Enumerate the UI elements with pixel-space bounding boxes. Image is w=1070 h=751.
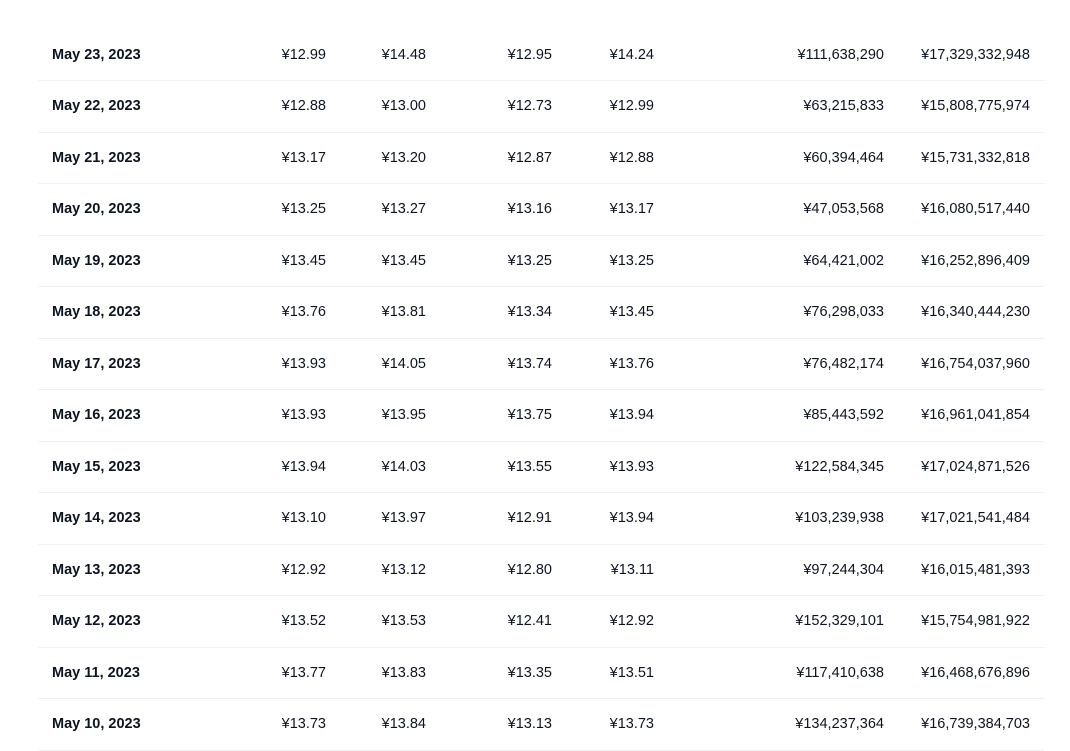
- low-price-cell: ¥13.16: [507, 201, 552, 218]
- table-row: [38, 596, 1044, 648]
- close-price-cell: ¥13.73: [609, 716, 654, 733]
- date-cell: May 10, 2023: [52, 716, 141, 733]
- open-price-cell: ¥13.52: [281, 613, 326, 630]
- volume-cell: ¥122,584,345: [795, 458, 884, 475]
- market-cap-cell: ¥16,739,384,703: [921, 716, 1030, 733]
- historical-data-table: [38, 29, 1044, 751]
- date-cell: May 22, 2023: [52, 98, 141, 115]
- low-price-cell: ¥13.13: [507, 716, 552, 733]
- low-price-cell: ¥13.55: [507, 458, 552, 475]
- open-price-cell: ¥12.92: [281, 561, 326, 578]
- close-price-cell: ¥14.24: [609, 46, 654, 63]
- market-cap-cell: ¥16,252,896,409: [921, 252, 1030, 269]
- volume-cell: ¥152,329,101: [795, 613, 884, 630]
- high-price-cell: ¥13.27: [381, 201, 426, 218]
- open-price-cell: ¥13.45: [281, 252, 326, 269]
- open-price-cell: ¥13.93: [281, 407, 326, 424]
- high-price-cell: ¥13.12: [381, 561, 426, 578]
- low-price-cell: ¥13.35: [507, 664, 552, 681]
- high-price-cell: ¥13.83: [381, 664, 426, 681]
- high-price-cell: ¥13.95: [381, 407, 426, 424]
- date-cell: May 16, 2023: [52, 407, 141, 424]
- close-price-cell: ¥12.99: [609, 98, 654, 115]
- market-cap-cell: ¥15,808,775,974: [921, 98, 1030, 115]
- volume-cell: ¥103,239,938: [795, 510, 884, 527]
- table-row: [38, 493, 1044, 545]
- close-price-cell: ¥13.11: [610, 561, 654, 578]
- table-row: [38, 699, 1044, 751]
- high-price-cell: ¥13.81: [381, 304, 426, 321]
- market-cap-cell: ¥17,021,541,484: [921, 510, 1030, 527]
- market-cap-cell: ¥16,340,444,230: [921, 304, 1030, 321]
- date-cell: May 15, 2023: [52, 458, 141, 475]
- market-cap-cell: ¥16,468,676,896: [921, 664, 1030, 681]
- open-price-cell: ¥12.99: [281, 46, 326, 63]
- market-cap-cell: ¥15,754,981,922: [921, 613, 1030, 630]
- date-cell: May 12, 2023: [52, 613, 141, 630]
- volume-cell: ¥60,394,464: [803, 149, 884, 166]
- high-price-cell: ¥13.45: [381, 252, 426, 269]
- market-cap-cell: ¥16,015,481,393: [921, 561, 1030, 578]
- market-cap-cell: ¥16,961,041,854: [921, 407, 1030, 424]
- high-price-cell: ¥14.05: [381, 355, 426, 372]
- volume-cell: ¥76,482,174: [803, 355, 884, 372]
- open-price-cell: ¥13.93: [281, 355, 326, 372]
- market-cap-cell: ¥17,024,871,526: [921, 458, 1030, 475]
- table-row: [38, 132, 1044, 184]
- historical-data-table-wrapper: [38, 29, 1044, 751]
- table-row: [38, 441, 1044, 493]
- low-price-cell: ¥13.25: [507, 252, 552, 269]
- table-row: [38, 287, 1044, 339]
- high-price-cell: ¥14.03: [381, 458, 426, 475]
- open-price-cell: ¥12.88: [281, 98, 326, 115]
- close-price-cell: ¥13.94: [609, 510, 654, 527]
- close-price-cell: ¥12.88: [609, 149, 654, 166]
- high-price-cell: ¥13.20: [381, 149, 426, 166]
- table-row: [38, 184, 1044, 236]
- low-price-cell: ¥12.91: [507, 510, 552, 527]
- open-price-cell: ¥13.77: [281, 664, 326, 681]
- close-price-cell: ¥13.51: [609, 664, 654, 681]
- open-price-cell: ¥13.94: [281, 458, 326, 475]
- date-cell: May 18, 2023: [52, 304, 141, 321]
- table-body: [38, 29, 1044, 750]
- low-price-cell: ¥12.87: [507, 149, 552, 166]
- volume-cell: ¥63,215,833: [803, 98, 884, 115]
- open-price-cell: ¥13.17: [281, 149, 326, 166]
- date-cell: May 14, 2023: [52, 510, 141, 527]
- date-cell: May 21, 2023: [52, 149, 141, 166]
- date-cell: May 13, 2023: [52, 561, 141, 578]
- high-price-cell: ¥13.00: [381, 98, 426, 115]
- volume-cell: ¥47,053,568: [803, 201, 884, 218]
- low-price-cell: ¥12.41: [507, 613, 552, 630]
- high-price-cell: ¥13.84: [381, 716, 426, 733]
- close-price-cell: ¥13.45: [609, 304, 654, 321]
- market-cap-cell: ¥16,080,517,440: [921, 201, 1030, 218]
- high-price-cell: ¥13.53: [381, 613, 426, 630]
- close-price-cell: ¥13.17: [609, 201, 654, 218]
- table-row: [38, 29, 1044, 81]
- low-price-cell: ¥13.75: [507, 407, 552, 424]
- close-price-cell: ¥13.76: [609, 355, 654, 372]
- close-price-cell: ¥13.94: [609, 407, 654, 424]
- volume-cell: ¥76,298,033: [803, 304, 884, 321]
- open-price-cell: ¥13.25: [281, 201, 326, 218]
- open-price-cell: ¥13.76: [281, 304, 326, 321]
- table-row: [38, 390, 1044, 442]
- volume-cell: ¥134,237,364: [795, 716, 884, 733]
- date-cell: May 19, 2023: [52, 252, 141, 269]
- market-cap-cell: ¥16,754,037,960: [921, 355, 1030, 372]
- table-row: [38, 544, 1044, 596]
- open-price-cell: ¥13.10: [281, 510, 326, 527]
- table-row: [38, 647, 1044, 699]
- high-price-cell: ¥13.97: [381, 510, 426, 527]
- date-cell: May 23, 2023: [52, 46, 141, 63]
- low-price-cell: ¥12.80: [507, 561, 552, 578]
- volume-cell: ¥111,638,290: [797, 46, 884, 63]
- volume-cell: ¥117,410,638: [796, 664, 884, 681]
- table-row: [38, 81, 1044, 133]
- date-cell: May 17, 2023: [52, 355, 141, 372]
- low-price-cell: ¥12.73: [507, 98, 552, 115]
- close-price-cell: ¥13.93: [609, 458, 654, 475]
- low-price-cell: ¥12.95: [507, 46, 552, 63]
- market-cap-cell: ¥17,329,332,948: [921, 46, 1030, 63]
- high-price-cell: ¥14.48: [381, 46, 426, 63]
- table-row: [38, 338, 1044, 390]
- date-cell: May 20, 2023: [52, 201, 141, 218]
- market-cap-cell: ¥15,731,332,818: [921, 149, 1030, 166]
- close-price-cell: ¥12.92: [609, 613, 654, 630]
- low-price-cell: ¥13.34: [507, 304, 552, 321]
- date-cell: May 11, 2023: [52, 664, 140, 681]
- open-price-cell: ¥13.73: [281, 716, 326, 733]
- table-row: [38, 235, 1044, 287]
- volume-cell: ¥97,244,304: [803, 561, 884, 578]
- volume-cell: ¥64,421,002: [803, 252, 884, 269]
- volume-cell: ¥85,443,592: [803, 407, 884, 424]
- low-price-cell: ¥13.74: [507, 355, 552, 372]
- close-price-cell: ¥13.25: [609, 252, 654, 269]
